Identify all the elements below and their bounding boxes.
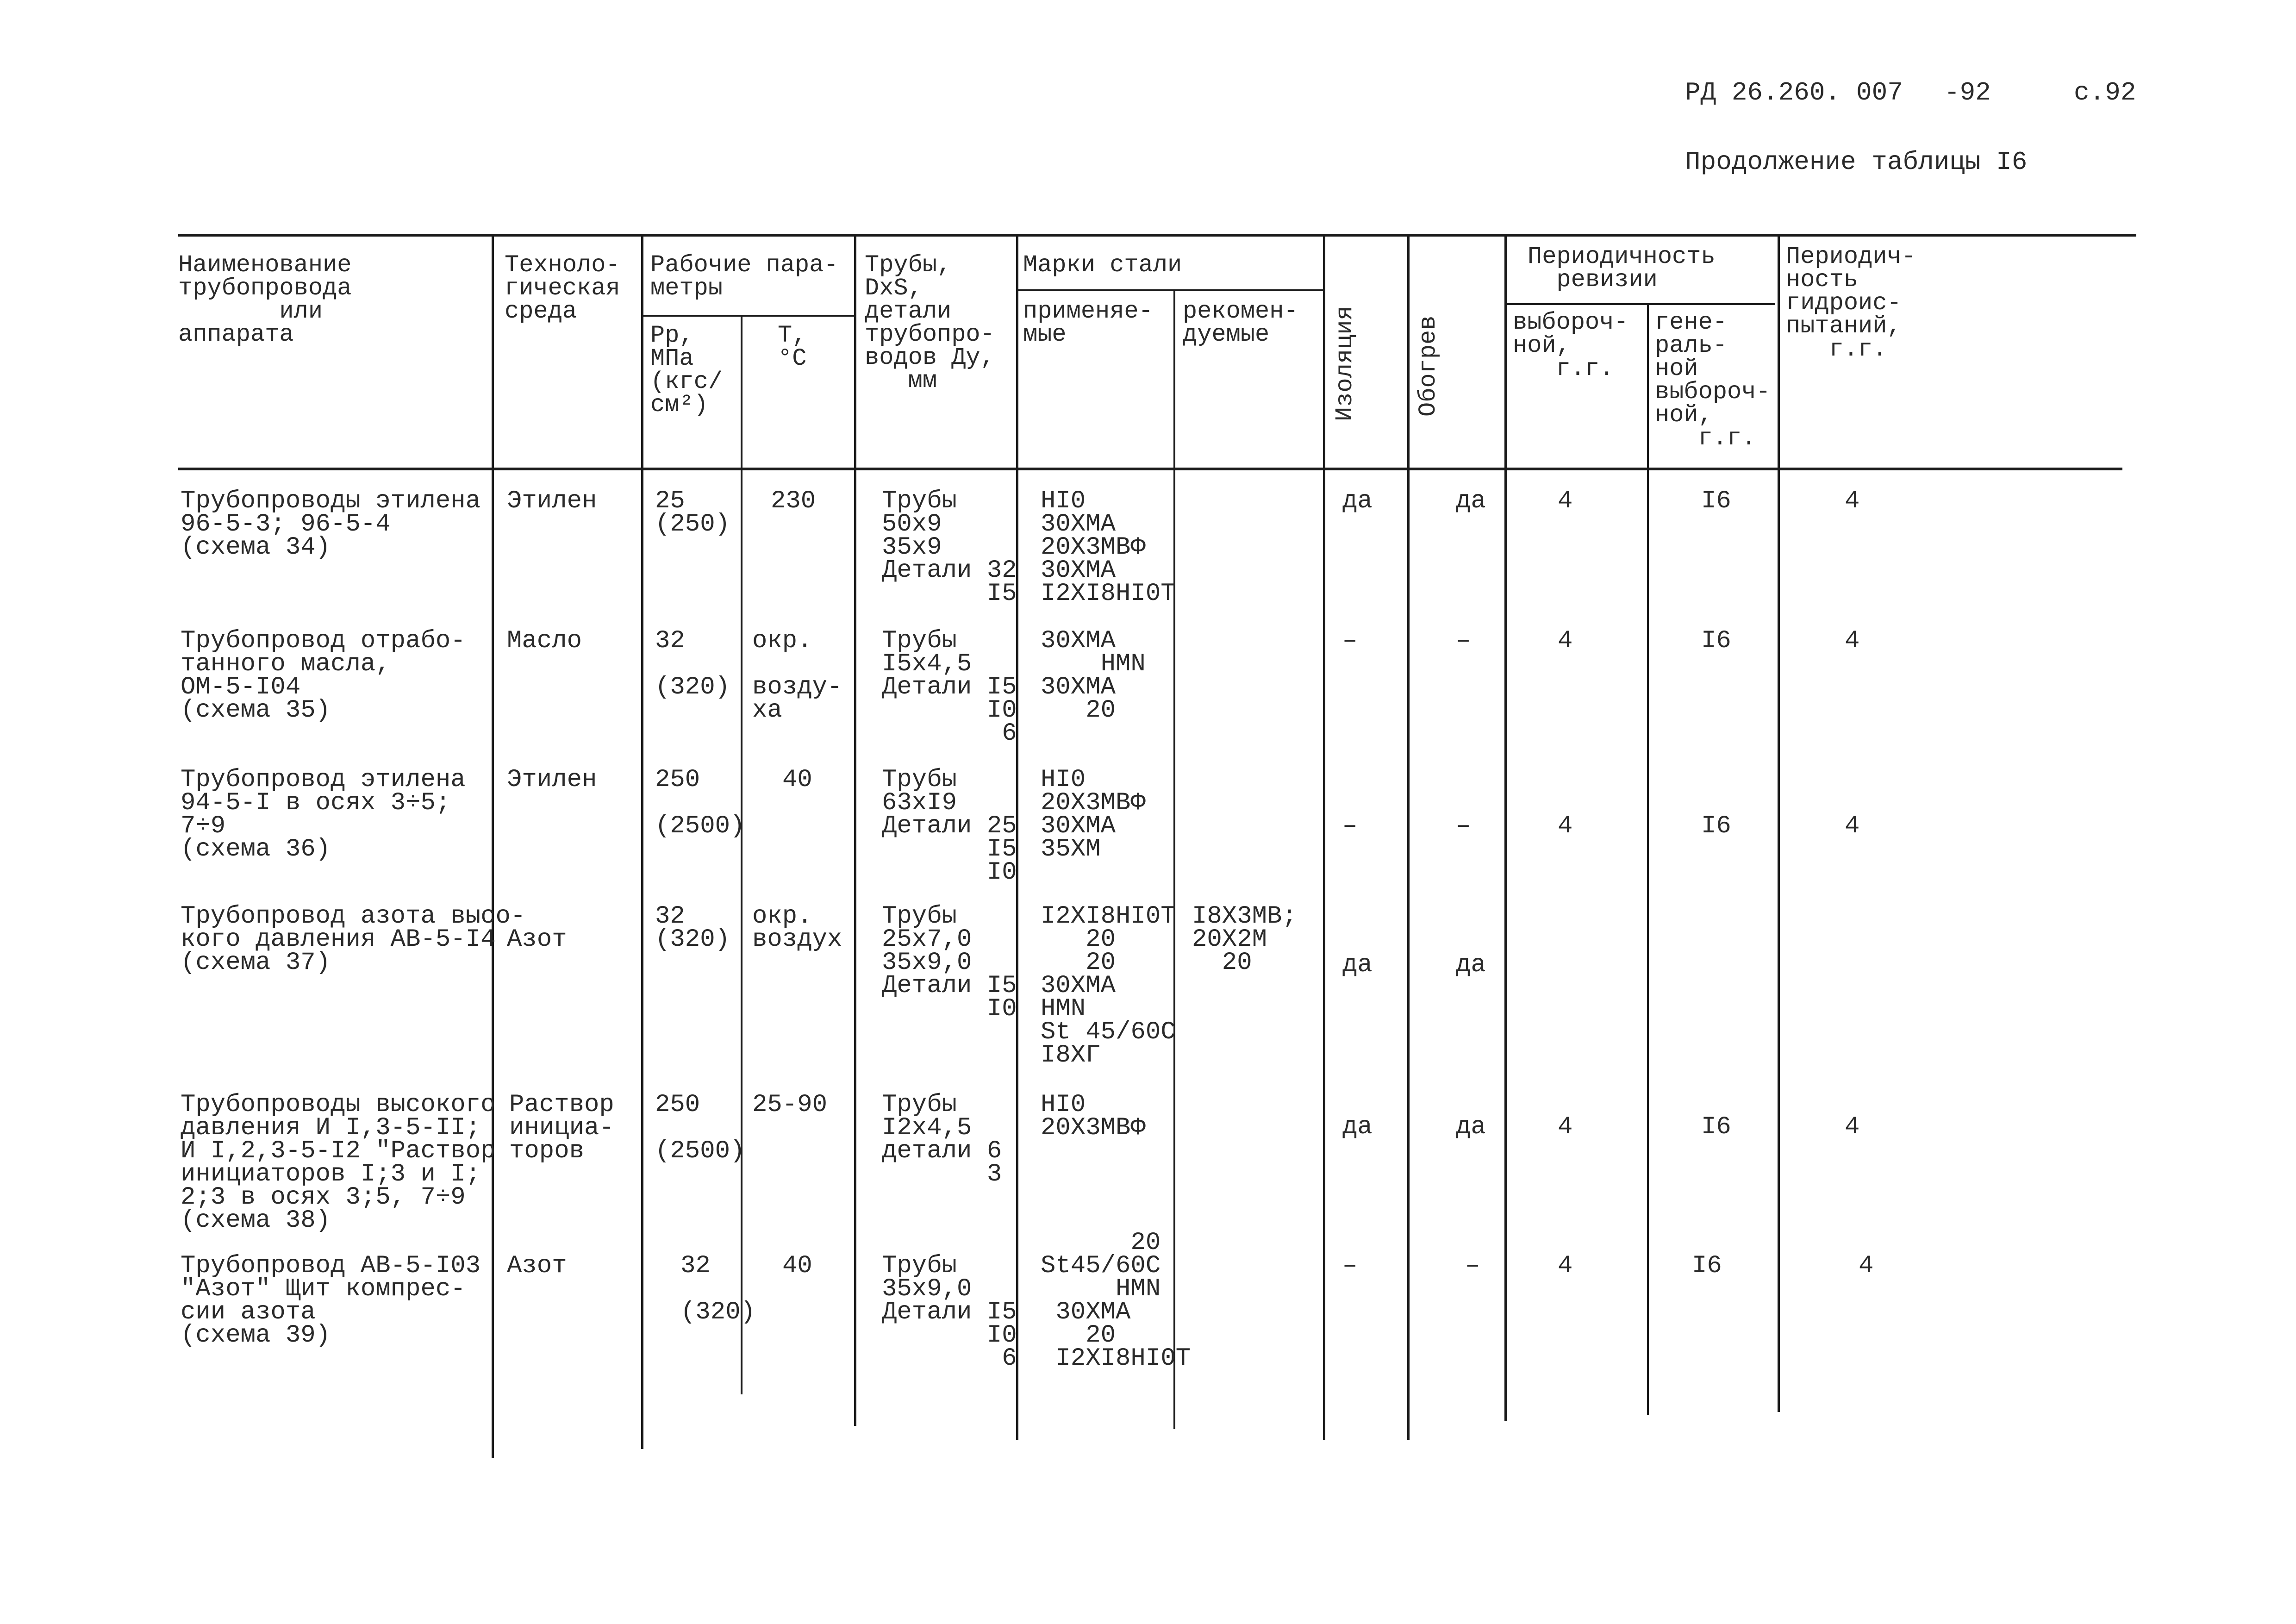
row-heating: да (1456, 1113, 1486, 1141)
row-insulation: да (1342, 951, 1373, 979)
col-header-pipes: Трубы, DхS, детали трубопро- водов Ду, мм (865, 251, 995, 394)
row-pipes: Трубы 50х9 35х9 Детали 32 I5 (882, 487, 1017, 608)
col-rule-11 (1778, 236, 1780, 1412)
row-pressure: 250 (2500) (655, 1091, 745, 1165)
col-rule-3 (741, 316, 742, 1394)
revision-subrule (1507, 303, 1775, 305)
row-pipes: Трубы I5х4,5 Детали I5 I0 6 (882, 627, 1017, 748)
row-name: Трубопровод азота высо- кого давления АВ-5-I4 (схема 37) (181, 902, 526, 977)
row-name: Трубопровод этилена 94-5-I в осях 3÷5; 7÷9 (схема 36) (181, 766, 466, 863)
row-medium: Азот (507, 1252, 567, 1280)
row-temperature: 40 (782, 1252, 812, 1280)
row-insulation: да (1342, 487, 1373, 515)
row-insulation: да (1342, 1113, 1373, 1141)
row-temperature: 230 (771, 487, 816, 515)
row-hydro: 4 (1845, 487, 1860, 515)
col-header-steel-used: применяе- мые (1023, 298, 1153, 348)
col-header-heating: Обогрев (1415, 315, 1442, 417)
row-heating: да (1456, 487, 1486, 515)
row-medium: Масло (507, 627, 582, 655)
row-selective: 4 (1558, 487, 1573, 515)
col-rule-1 (492, 236, 494, 1458)
row-temperature: окр. возду- ха (752, 627, 842, 725)
steel-subrule (1018, 289, 1324, 291)
col-header-temperature: Т, °С (778, 322, 807, 372)
row-hydro: 4 (1859, 1252, 1874, 1280)
row-selective: 4 (1558, 1113, 1573, 1141)
row-heating: – (1456, 812, 1471, 840)
col-header-steel-recommended: рекомен- дуемые (1183, 298, 1298, 348)
row-name: Трубопровод АВ-5-I03 "Азот" Щит компрес- сии азота (схема 39) (181, 1252, 481, 1349)
row-general: I6 (1701, 1113, 1731, 1141)
row-temperature: 25-90 (752, 1091, 828, 1119)
row-steel-used: HI0 30ХМА 20Х3МВФ 30ХМА I2XI8HI0T (1041, 487, 1176, 608)
row-steel-used: 30ХМА НМN 30ХМА 20 (1041, 627, 1146, 725)
row-hydro: 4 (1845, 1113, 1860, 1141)
row-pipes: Трубы 63хI9 Детали 25 I5 I0 (882, 766, 1017, 887)
doc-code: РД 26.260. (1685, 78, 1841, 107)
col-rule-4 (854, 236, 856, 1426)
col-header-name: Наименование трубопровода или аппарата (178, 251, 352, 348)
row-pipes: Трубы 25х7,0 35х9,0 Детали I5 I0 (882, 902, 1017, 1023)
row-general: I6 (1701, 627, 1731, 655)
doc-year: -92 (1944, 78, 1991, 107)
col-rule-2 (641, 236, 643, 1449)
col-rule-9 (1504, 236, 1507, 1421)
col-rule-10 (1647, 304, 1649, 1415)
row-steel-used: HI0 20Х3МВФ 30ХМА 35ХМ (1041, 766, 1146, 863)
col-rule-7 (1323, 236, 1325, 1440)
row-pressure: 32 (320) (680, 1252, 756, 1326)
row-insulation: – (1342, 627, 1358, 655)
row-name: Трубопроводы этилена 96-5-3; 96-5-4 (схема 34) (181, 487, 481, 562)
col-header-work-params: Рабочие пара- метры (650, 251, 838, 302)
col-header-pressure: Pр, МПа (кгс/ см²) (650, 322, 723, 418)
row-hydro: 4 (1845, 812, 1860, 840)
doc-number: 007 (1856, 78, 1903, 107)
row-pressure: 250 (2500) (655, 766, 745, 840)
header-bottom-rule (178, 468, 2122, 470)
row-pressure: 32 (320) (655, 627, 730, 701)
row-steel-recommended: I8Х3МВ; 20Х2М 20 (1192, 902, 1297, 977)
row-steel-used: HI0 20Х3МВФ (1041, 1091, 1146, 1142)
row-heating: – (1456, 627, 1471, 655)
col-header-steel: Марки стали (1023, 251, 1182, 279)
row-insulation: – (1342, 812, 1358, 840)
row-temperature: окр. воздух (752, 902, 842, 954)
row-insulation: – (1342, 1252, 1358, 1280)
row-temperature: 40 (782, 766, 812, 794)
col-header-medium: Техноло- гическая среда (505, 251, 620, 325)
row-heating: – (1465, 1252, 1480, 1280)
row-selective: 4 (1558, 1252, 1573, 1280)
row-heating: да (1456, 951, 1486, 979)
row-selective: 4 (1558, 812, 1573, 840)
row-hydro: 4 (1845, 627, 1860, 655)
col-header-revision: Периодичность ревизии (1528, 243, 1716, 294)
col-rule-8 (1407, 236, 1410, 1440)
row-pressure: 32 (320) (655, 902, 730, 954)
row-general: I6 (1692, 1252, 1722, 1280)
row-general: I6 (1701, 487, 1731, 515)
row-steel-used: 20 St45/60C НМN 30ХМА 20 I2XI8HI0T (1041, 1229, 1191, 1373)
page-number: с.92 (2074, 78, 2136, 107)
row-name: Трубопроводы высокого давления И I,3-5-II; И I,2,3-5-I2 "Раствор инициаторов I;3 и I; 2;3 в осях 3;5, 7÷9 (схема 38) (181, 1091, 496, 1235)
row-medium: Этилен (507, 766, 597, 794)
row-medium: Азот (507, 925, 567, 954)
col-header-selective: выбороч- ной, г.г. (1513, 309, 1628, 382)
table-top-rule (178, 234, 2136, 237)
row-selective: 4 (1558, 627, 1573, 655)
work-params-subrule (641, 315, 854, 317)
table-continuation: Продолжение таблицы I6 (1685, 147, 2028, 177)
row-steel-used: I2XI8HI0T 20 20 30ХМА НМN St 45/60C I8ХГ (1041, 902, 1176, 1069)
row-medium: Раствор инициа- торов (509, 1091, 614, 1165)
col-header-general: гене- раль- ной выбороч- ной, г.г. (1655, 309, 1771, 452)
row-pipes: Трубы 35х9,0 Детали I5 I0 6 (882, 1252, 1017, 1373)
row-name: Трубопровод отрабо- танного масла, ОМ-5-I04 (схема 35) (181, 627, 466, 725)
col-header-insulation: Изоляция (1331, 306, 1359, 421)
row-pipes: Трубы I2х4,5 детали 6 3 (882, 1091, 1002, 1188)
row-pressure: 25 (250) (655, 487, 730, 538)
row-medium: Этилен (507, 487, 597, 515)
col-header-hydro: Периодич- ность гидроис- пытаний, г.г. (1786, 243, 1916, 363)
row-general: I6 (1701, 812, 1731, 840)
